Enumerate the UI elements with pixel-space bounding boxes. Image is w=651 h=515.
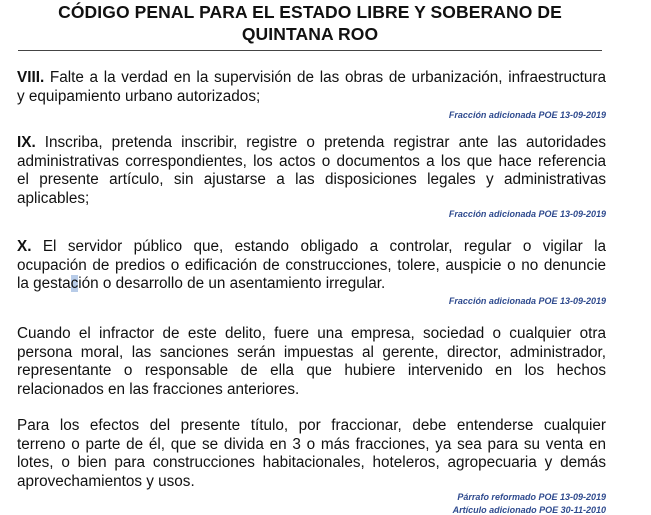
paragraph-definition bbox=[17, 417, 606, 492]
header-divider bbox=[18, 50, 602, 51]
fraction-x-amendment-note: Fracción adicionada POE 13-09-2019 bbox=[448, 296, 606, 306]
paragraph-definition-line-1: Para los efectos del presente título, por fraccionar, debe entenderse cualquier bbox=[17, 417, 606, 434]
fraction-x-numeral: X. bbox=[17, 238, 32, 255]
paragraph-definition-line-3: lotes, o bien para construcciones habitacionales, hoteleros, agropecuaria y demás bbox=[17, 454, 606, 472]
document-title-line-1: CÓDIGO PENAL PARA EL ESTADO LIBRE Y SOBERANO DE bbox=[58, 2, 562, 22]
fraction-ix-text-1: Inscriba, pretenda inscribir, registre o pretenda registrar ante las autoridades bbox=[35, 134, 606, 151]
paragraph-reform-note: Párrafo reformado POE 13-09-2019 bbox=[457, 492, 606, 502]
fraction-x-line-3[interactable] bbox=[17, 275, 606, 294]
paragraph-definition-line-2: terreno o parte de él, que se divida en 3 o más fracciones, ya sea para su venta en bbox=[17, 435, 606, 453]
fraction-ix-amendment-note: Fracción adicionada POE 13-09-2019 bbox=[448, 209, 606, 219]
fraction-x-line-3-before: la gesta bbox=[17, 275, 71, 293]
text-selection-highlight[interactable]: c bbox=[70, 275, 79, 293]
fraction-ix-line-1 bbox=[17, 134, 606, 153]
fraction-viii-line-1 bbox=[17, 69, 606, 88]
paragraph-definition-line-4: aprovechamientos y usos. bbox=[17, 473, 195, 491]
paragraph-legal-entity bbox=[17, 325, 606, 400]
fraction-x-text-1: El servidor público que, estando obligado a controlar, regular o vigilar la bbox=[31, 238, 606, 255]
fraction-ix-line-3: el presente artículo, sin ajustarse a las disposiciones legales y administrativas bbox=[17, 171, 606, 189]
article-addition-note: Artículo adicionado POE 30-11-2010 bbox=[452, 505, 606, 515]
paragraph-legal-entity-line-3: representante o responsable de ella que hubiere intervenido en los hechos bbox=[17, 362, 606, 380]
paragraph-legal-entity-line-4: relacionados en las fracciones anteriores. bbox=[17, 381, 300, 399]
fraction-x-line-3-after: ión o desarrollo de un asentamiento irregular. bbox=[78, 275, 386, 293]
paragraph-legal-entity-line-2: persona moral, las sanciones serán impuestas al gerente, director, administrador, bbox=[17, 343, 606, 361]
fraction-ix-numeral: IX. bbox=[17, 134, 36, 151]
fraction-ix-line-4: aplicables; bbox=[17, 190, 90, 208]
fraction-x bbox=[17, 238, 606, 294]
document-title-line-2: QUINTANA ROO bbox=[241, 24, 379, 44]
fraction-viii-amendment-note: Fracción adicionada POE 13-09-2019 bbox=[448, 110, 606, 120]
fraction-x-line-1 bbox=[17, 238, 606, 257]
fraction-x-line-2: ocupación de predios o edificación de construcciones, tolere, auspicie o no denuncie bbox=[17, 256, 606, 274]
fraction-viii bbox=[17, 69, 606, 106]
fraction-ix-line-2: administrativas correspondientes, los actos o documentos a los que hace referencia bbox=[17, 152, 606, 170]
fraction-viii-text-1: Falte a la verdad en la supervisión de las obras de urbanización, infraestructura bbox=[44, 69, 606, 86]
paragraph-legal-entity-line-1: Cuando el infractor de este delito, fuere una empresa, sociedad o cualquier otra bbox=[17, 325, 606, 342]
fraction-ix bbox=[17, 134, 606, 209]
fraction-viii-line-2: y equipamiento urbano autorizados; bbox=[17, 87, 261, 105]
fraction-viii-numeral: VIII. bbox=[17, 69, 45, 86]
